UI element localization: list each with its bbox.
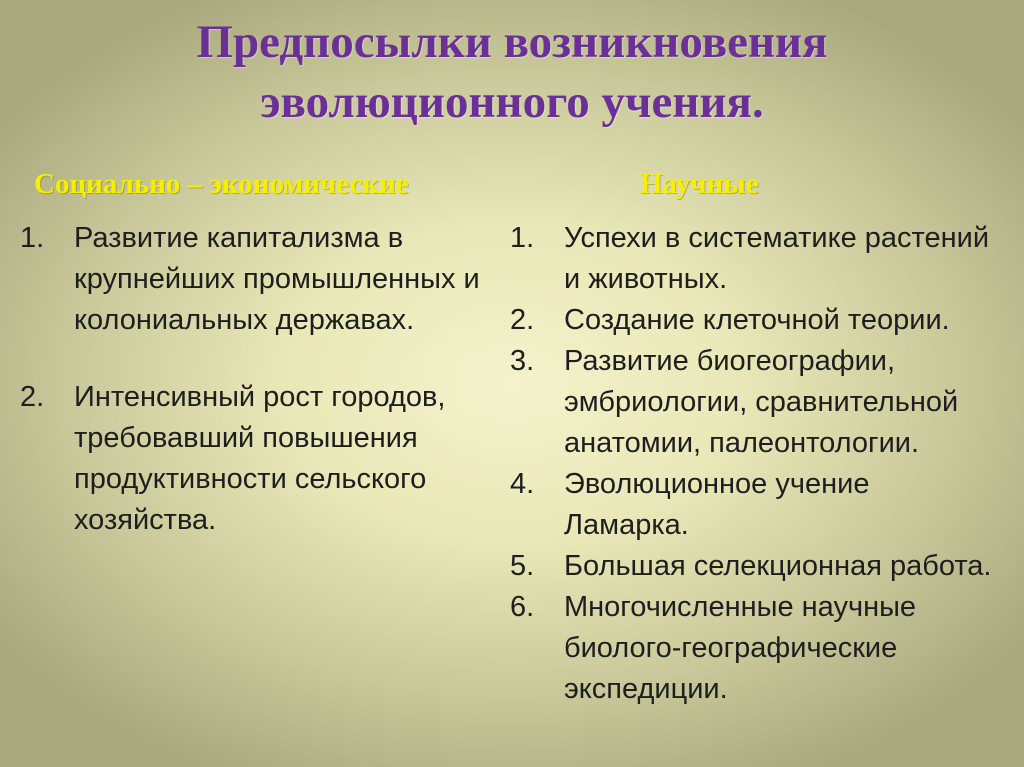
slide-title — [0, 12, 1024, 132]
list-item-number: 3. — [510, 345, 535, 377]
list-item — [510, 464, 1000, 546]
list-item — [510, 587, 1000, 710]
list-item — [510, 341, 1000, 464]
list-item-text: Интенсивный рост городов, требовавший повышения продуктивности сельского хозяйства. — [74, 381, 446, 536]
list-item-text: Многочисленные научные биолого-географические экспедиции. — [564, 591, 917, 705]
list-item — [20, 218, 500, 341]
list-item-number: 2. — [510, 304, 535, 336]
slide-title-line-1: Предпосылки возникновения — [196, 16, 828, 68]
list-item — [510, 300, 1000, 341]
list-item-number: 6. — [510, 591, 535, 623]
list-item — [20, 377, 500, 541]
list-item-number: 1. — [510, 222, 535, 254]
list-item — [510, 546, 1000, 587]
scientific-list — [510, 218, 1000, 710]
list-item-text: Большая селекционная работа. — [564, 550, 992, 582]
scientific-heading: Научные — [640, 168, 759, 200]
list-item-number: 1. — [20, 222, 45, 254]
list-item-text: Развитие капитализма в крупнейших промышленных и колониальных державах. — [74, 222, 480, 336]
list-item-text: Развитие биогеографии, эмбриологии, сравнительной анатомии, палеонтологии. — [564, 345, 959, 459]
list-item-number: 4. — [510, 468, 535, 500]
slide-title-line-2: эволюционного учения. — [260, 76, 764, 128]
list-item-text: Эволюционное учение Ламарка. — [564, 468, 870, 541]
list-item-number: 5. — [510, 550, 535, 582]
socio-economic-heading: Социально – экономические — [34, 168, 409, 200]
list-item-text: Успехи в систематике растений и животных. — [564, 222, 990, 295]
list-item-number: 2. — [20, 381, 45, 413]
list-item — [510, 218, 1000, 300]
socio-economic-list — [20, 218, 500, 541]
list-item-text: Создание клеточной теории. — [564, 304, 950, 336]
